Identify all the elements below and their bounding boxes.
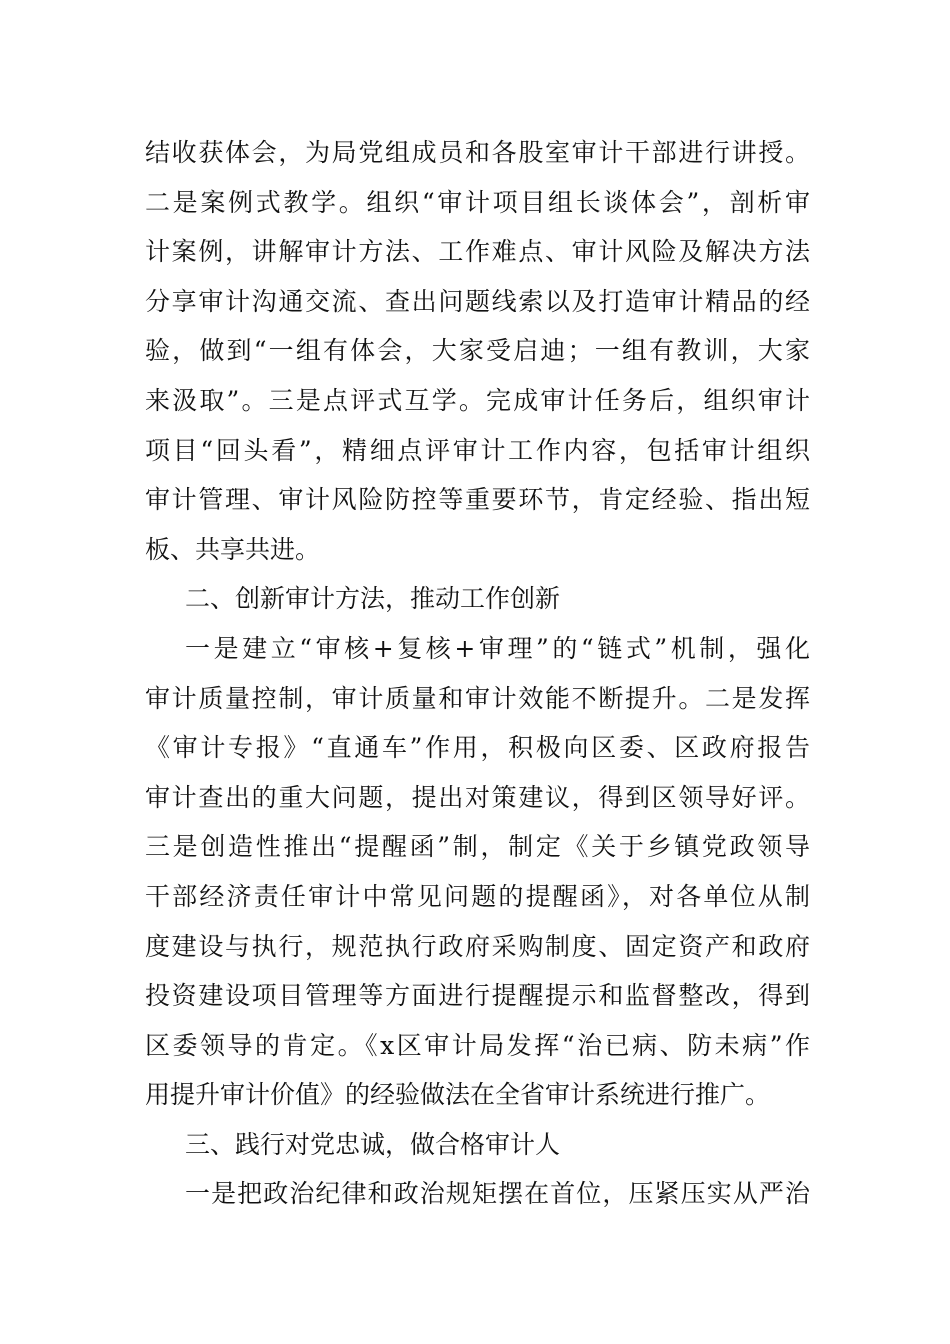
text-line: 干部经济责任审计中常见问题的提醒函》，对各单位从制: [145, 881, 810, 911]
text-line: 三是创造性推出“提醒函”制，制定《关于乡镇党政领导: [145, 832, 810, 862]
text-line: 验，做到“一组有体会，大家受启迪；一组有教训，大家: [145, 336, 810, 366]
text-line: 审计质量控制，审计质量和审计效能不断提升。二是发挥: [145, 683, 810, 713]
paragraph-first-line: 一是建立“审核+复核+审理”的“链式”机制，强化: [185, 633, 810, 663]
text-line: 来汲取”。三是点评式互学。完成审计任务后，组织审计: [145, 385, 810, 415]
paragraph-first-line: 一是把政治纪律和政治规矩摆在首位，压紧压实从严治: [185, 1179, 810, 1209]
text-line: 《审计专报》“直通车”作用，积极向区委、区政府报告: [145, 733, 810, 763]
text-line-end: 用提升审计价值》的经验做法在全省审计系统进行推广。: [145, 1080, 771, 1110]
body-text: [145, 128, 810, 1219]
text-line: 计案例，讲解审计方法、工作难点、审计风险及解决方法: [145, 237, 810, 267]
text-line: 区委领导的肯定。《x区审计局发挥“治已病、防未病”作: [145, 1030, 810, 1060]
text-line: 结收获体会，为局党组成员和各股室审计干部进行讲授。: [145, 138, 810, 167]
text-line: 审计管理、审计风险防控等重要环节，肯定经验、指出短: [145, 485, 810, 515]
text-line: 二是案例式教学。组织“审计项目组长谈体会”，剖析审: [145, 187, 810, 217]
text-line: 审计查出的重大问题，提出对策建议，得到区领导好评。: [145, 782, 810, 812]
text-line: 分享审计沟通交流、查出问题线索以及打造审计精品的经: [145, 286, 810, 316]
text-line-end: 板、共享共进。: [145, 534, 321, 564]
text-line: 项目“回头看”，精细点评审计工作内容，包括审计组织: [145, 435, 810, 465]
text-line: 度建设与执行，规范执行政府采购制度、固定资产和政府: [145, 931, 810, 961]
text-line: 投资建设项目管理等方面进行提醒提示和监督整改，得到: [145, 981, 810, 1011]
section-heading: 三、践行对党忠诚，做合格审计人: [185, 1129, 561, 1159]
section-heading: 二、创新审计方法，推动工作创新: [185, 584, 561, 614]
